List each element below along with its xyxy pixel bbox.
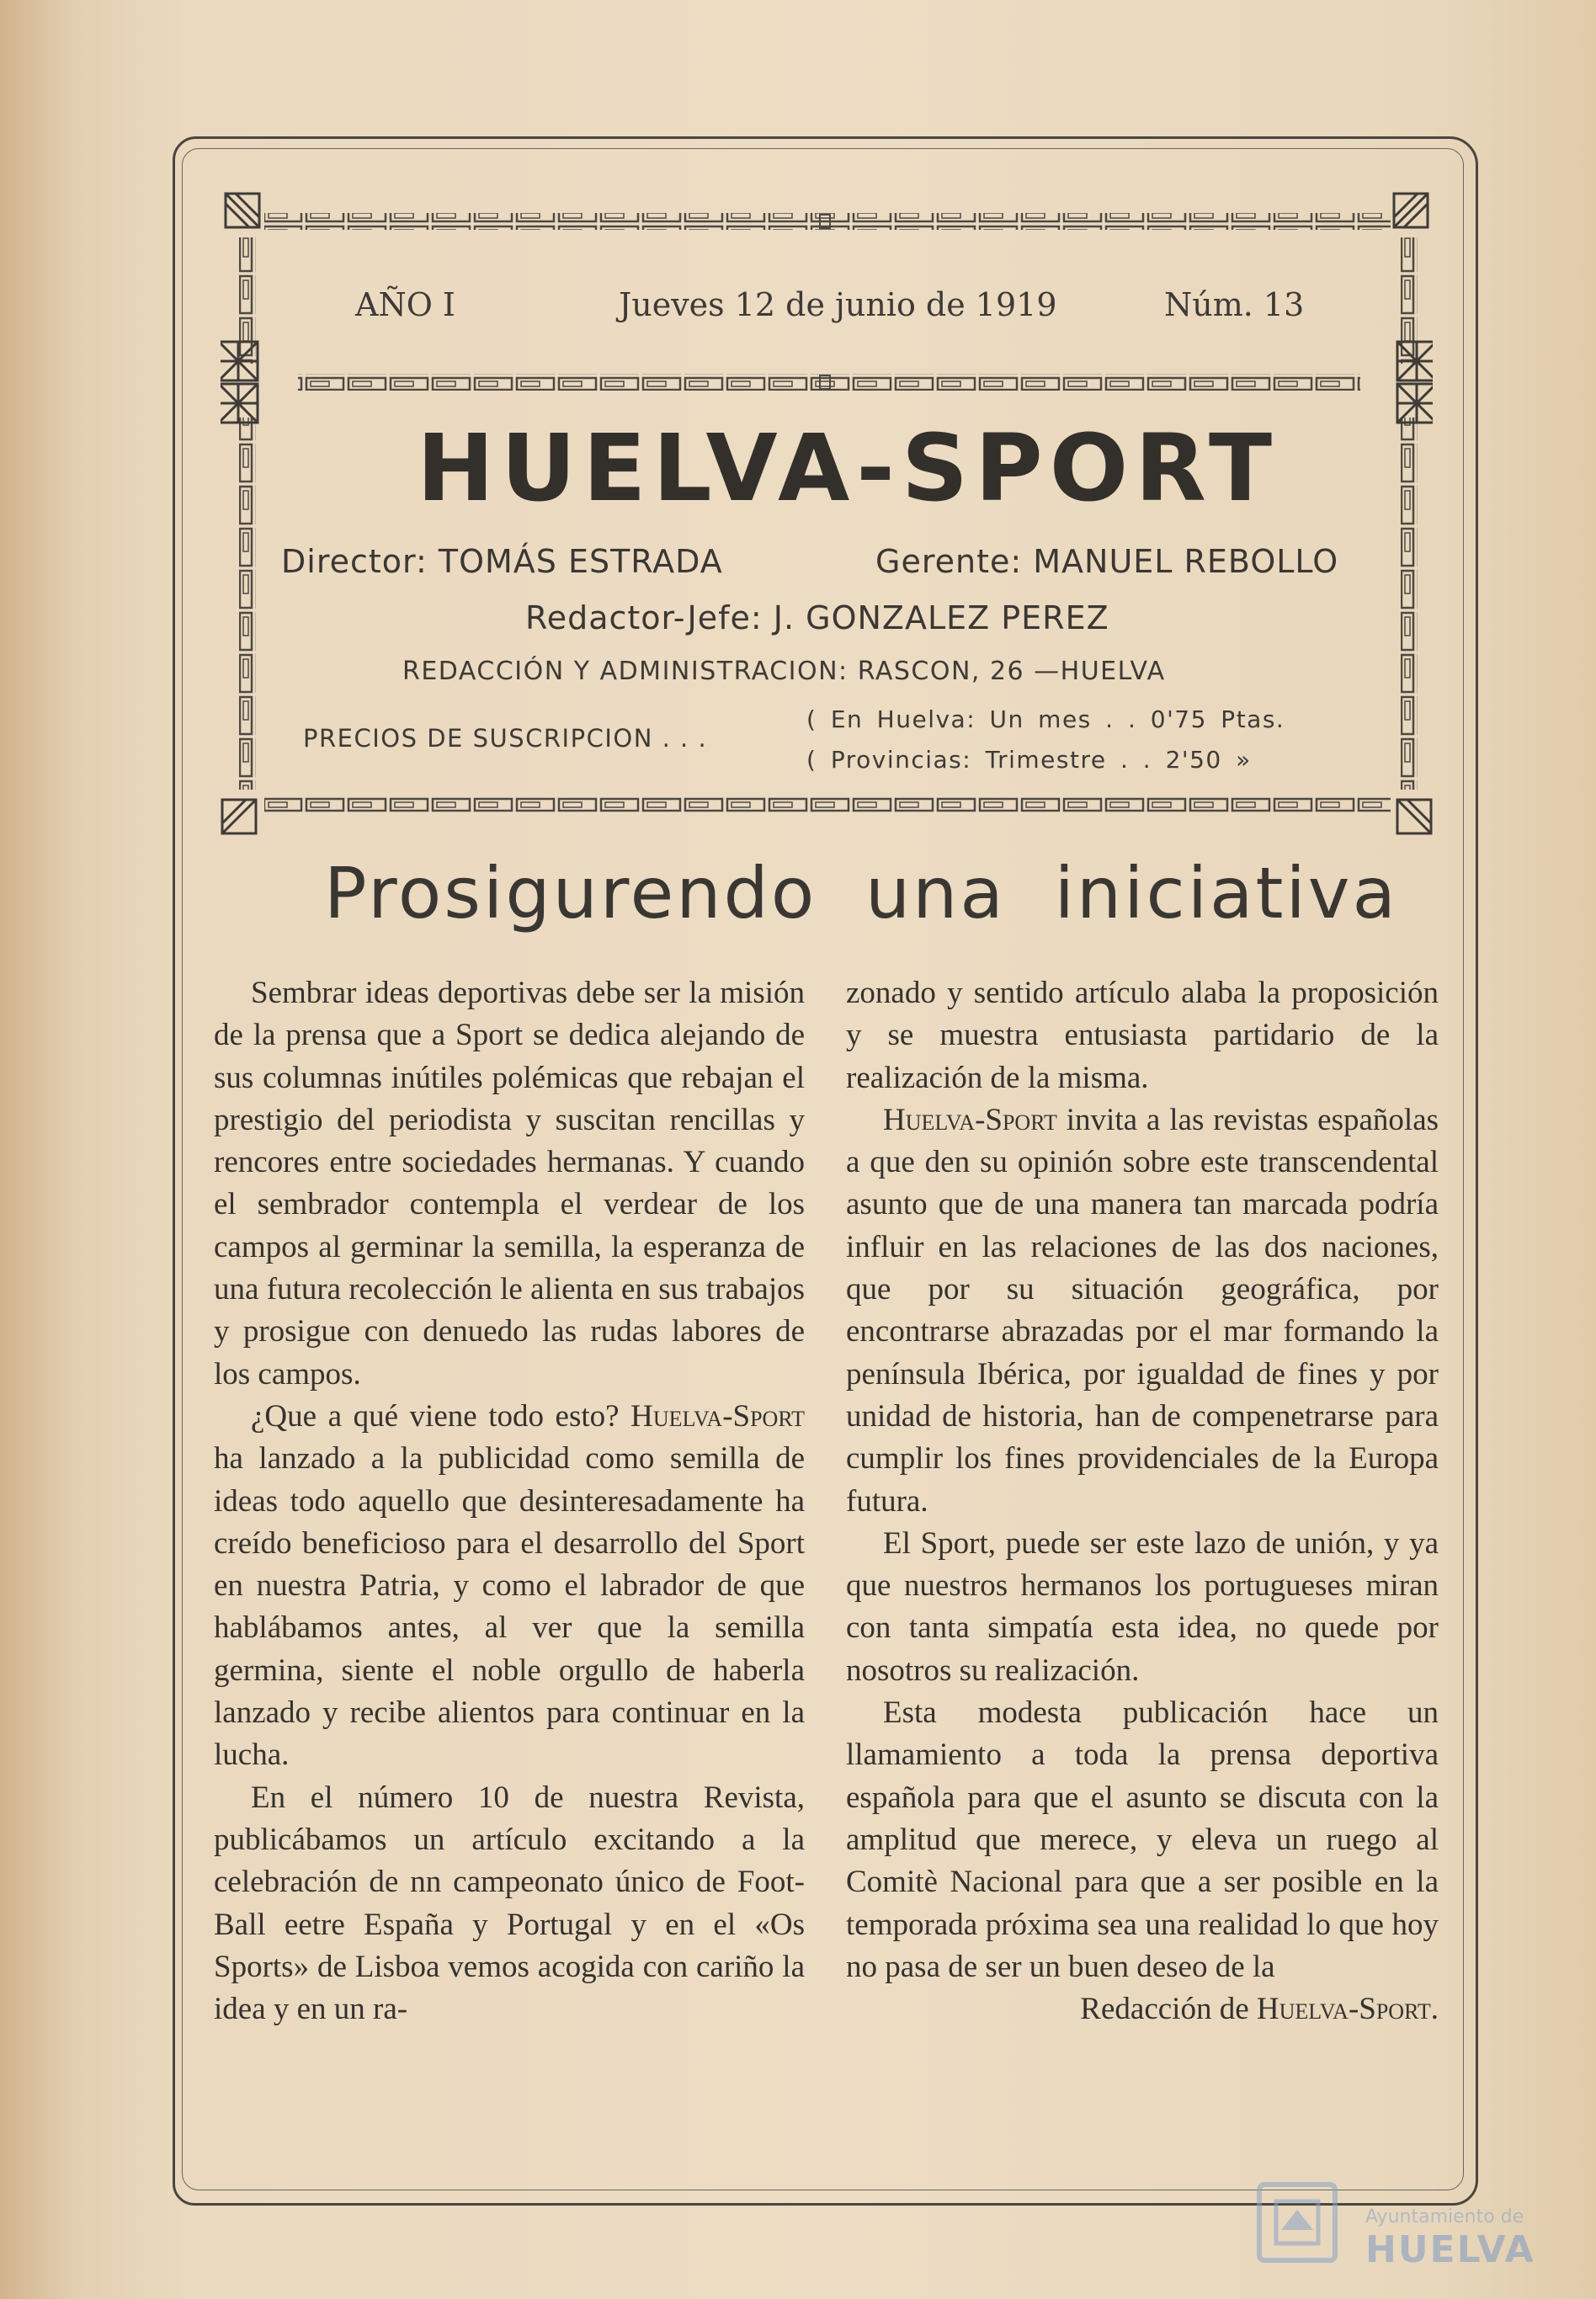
paragraph [214,1396,805,1777]
watermark-line2: HUELVA [1365,2228,1535,2271]
paragraph: zonado y sentido artículo alaba la proposición y se muestra entusiasta partidario de la realización de la misma. [846,976,1439,1095]
director-line: Director: TOMÁS ESTRADA [281,543,723,580]
paragraph: En el número 10 de nuestra Revista, publicábamos un artículo excitando a la celebración de nn campeonato único de Foot-Ball eetre España y Portugal y en el «Os Sports» de Lisboa vemos acogida con cariño la idea y en un ra- [214,1780,805,2027]
paragraph: Esta modesta publicación hace un llamamiento a toda la prensa deportiva española para que el asunto se discuta con la amplitud que merece, y eleva un ruego al Comitè Nacional para que a ser posible en la temporada próxima sea una realidad lo que hoy no pasa de ser un buen deseo de la [846,1695,1439,1984]
prices-label: PRECIOS DE SUSCRIPCION . . . [303,724,708,753]
coat-of-arms-icon [1248,2176,1349,2269]
brand-name: Huelva-Sport [883,1102,1057,1137]
manager-line: Gerente: MANUEL REBOLLO [875,543,1339,580]
text-run: ¿Que a qué viene todo esto? [251,1398,620,1434]
text-run: ha lanzado a la publicidad como semilla de ideas todo aquello que desinteresadamente ha creído beneficioso para el desarrollo del Sport en nuestra Patria, y como el labrador de que hablábamos antes, al ver que la semilla germina, siente el noble orgullo de haberla lanzado y recibe alientos para continuar en la lucha. [214,1441,805,1773]
newspaper-title: HUELVA-SPORT [417,414,1279,522]
brand-name: Huelva-Sport [630,1398,805,1434]
article-column-right [846,972,1439,2030]
watermark-line1: Ayuntamiento de [1365,2206,1524,2227]
brand-name: Huelva-Sport. [1256,1992,1439,2027]
signature [846,1988,1439,2030]
price-huelva: ( En Huelva: Un mes . . 0'75 Ptas. [806,705,1285,733]
watermark [1248,2176,1534,2269]
article-headline: Prosigurendo una iniciativa [324,852,1398,934]
issue-number: Núm. 13 [1164,286,1305,323]
issue-year: AÑO I [355,286,455,323]
text-run: invita a las revistas españolas a que den su opinión sobre este transcendental asunto que de una manera tan marcada podría influir en las relaciones de las dos naciones, que por su situación geográfica, por encontrarse abrazadas por el mar formando la península Ibérica, por igualdad de fines y por unidad de historia, han de compenetrarse para cumplir los fines providenciales de la Europa futura. [846,1102,1439,1519]
paragraph [846,1099,1439,1523]
paragraph: El Sport, puede ser este lazo de unión, y ya que nuestros hermanos los portugueses miran con tanta simpatía esta idea, no quede por nosotros su realización. [846,1525,1439,1688]
issue-date: Jueves 12 de junio de 1919 [619,286,1057,323]
article-column-left [214,972,805,2030]
address-line: REDACCIÓN Y ADMINISTRACION: RASCON, 26 —HUELVA [402,657,1166,686]
price-provinces: ( Provincias: Trimestre . . 2'50 » [806,746,1252,774]
paragraph: Sembrar ideas deportivas debe ser la misión de la prensa que a Sport se dedica alejando de sus columnas inútiles polémicas que rebajan el prestigio del periodista y suscitan rencillas y rencores entre sociedades hermanas. Y cuando el sembrador contempla el verdear de los campos al germinar la semilla, la esperanza de una futura recolección le alienta en sus trabajos y prosigue con denuedo las rudas labores de los campos. [214,976,805,1392]
chief-editor-line: Redactor-Jefe: J. GONZALEZ PEREZ [525,599,1109,636]
text-run: Redacción de [1080,1992,1249,2027]
